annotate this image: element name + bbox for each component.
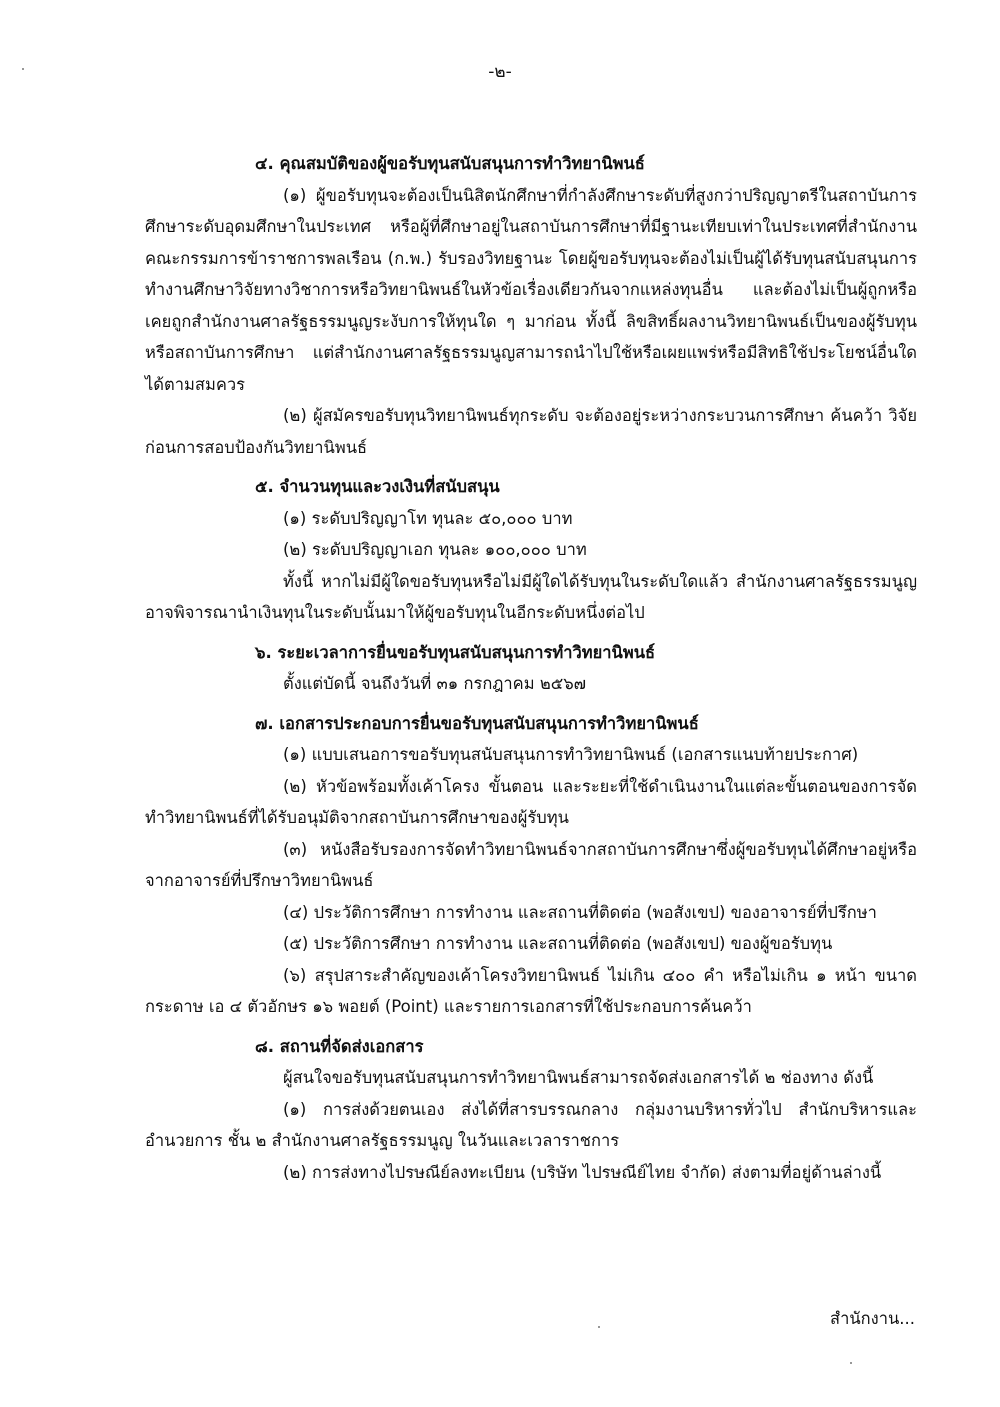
page-number: -๒-: [488, 62, 512, 82]
paragraph: ตั้งแต่บัดนี้ จนถึงวันที่ ๓๑ กรกฎาคม ๒๕๖๗: [283, 674, 587, 693]
document-body: [145, 148, 917, 1196]
section-5: [145, 471, 917, 629]
section-heading: ๘. สถานที่จัดส่งเอกสาร: [255, 1036, 424, 1056]
continuation-footer: สำนักงาน...: [830, 1309, 915, 1328]
paragraph: (๒) ผู้สมัครขอรับทุนวิทยานิพนธ์ทุกระดับ จะต้องอยู่ระหว่างกระบวนการศึกษา ค้นคว้า วิจัยก่อนการสอบป้องกันวิทยานิพนธ์: [145, 406, 917, 457]
section-6: [145, 637, 917, 700]
section-heading: ๖. ระยะเวลาการยื่นขอรับทุนสนับสนุนการทำวิทยานิพนธ์: [255, 642, 656, 662]
list-item: (๑) แบบเสนอการขอรับทุนสนับสนุนการทำวิทยานิพนธ์ (เอกสารแนบท้ายประกาศ): [283, 745, 859, 764]
list-item: (๓) หนังสือรับรองการจัดทำวิทยานิพนธ์จากสถาบันการศึกษาซึ่งผู้ขอรับทุนได้ศึกษาอยู่หรือจากอาจารย์ที่ปรึกษาวิทยานิพนธ์: [145, 839, 917, 890]
list-item: (๒) ระดับปริญญาเอก ทุนละ ๑๐๐,๐๐๐ บาท: [283, 540, 587, 559]
scan-speck: [598, 1326, 600, 1328]
list-item: (๖) สรุปสาระสำคัญของเค้าโครงวิทยานิพนธ์ ไม่เกิน ๔๐๐ คำ หรือไม่เกิน ๑ หน้า ขนาดกระดาษ เอ ๔ ตัวอักษร ๑๖ พอยต์ (Point) และรายการเอกสารที่ใช้ประกอบการค้นคว้า: [145, 965, 917, 1016]
list-item: (๕) ประวัติการศึกษา การทำงาน และสถานที่ติดต่อ (พอสังเขป) ของผู้ขอรับทุน: [283, 934, 833, 953]
paragraph: (๑) ผู้ขอรับทุนจะต้องเป็นนิสิตนักศึกษาที่กำลังศึกษาระดับที่สูงกว่าปริญญาตรีในสถาบันการศึกษาระดับอุดมศึกษาในประเทศ หรือผู้ที่ศึกษาอยู่ในสถาบันการศึกษาที่มีฐานะเทียบเท่าในประเทศที่สำนักงานคณะกรรมการข้าราชการพลเรือน (ก.พ.) รับรองวิทยฐานะ โดยผู้ขอรับทุนจะต้องไม่เป็นผู้ได้รับทุนสนับสนุนการทำงานศึกษาวิจัยทางวิชาการหรือวิทยานิพนธ์ในหัวข้อเรื่องเดียวกันจากแหล่งทุนอื่น และต้องไม่เป็นผู้ถูกหรือเคยถูกสำนักงานศาลรัฐธรรมนูญระงับการให้ทุนใด ๆ มาก่อน ทั้งนี้ ลิขสิทธิ์ผลงานวิทยานิพนธ์เป็นของผู้รับทุนหรือสถาบันการศึกษา แต่สำนักงานศาลรัฐธรรมนูญสามารถนำไปใช้หรือเผยแพร่หรือมีสิทธิใช้ประโยชน์อื่นใดได้ตามสมควร: [145, 185, 917, 394]
section-4: [145, 148, 917, 463]
paragraph: ทั้งนี้ หากไม่มีผู้ใดขอรับทุนหรือไม่มีผู้ใดได้รับทุนในระดับใดแล้ว สำนักงานศาลรัฐธรรมนูญอาจพิจารณานำเงินทุนในระดับนั้นมาให้ผู้ขอรับทุนในอีกระดับหนึ่งต่อไป: [145, 571, 917, 622]
section-7: [145, 708, 917, 1023]
scan-speck: [850, 1362, 852, 1364]
list-item: (๒) การส่งทางไปรษณีย์ลงทะเบียน (บริษัท ไปรษณีย์ไทย จำกัด) ส่งตามที่อยู่ด้านล่างนี้: [283, 1162, 882, 1182]
paragraph: ผู้สนใจขอรับทุนสนับสนุนการทำวิทยานิพนธ์สามารถจัดส่งเอกสารได้ ๒ ช่องทาง ดังนี้: [283, 1068, 874, 1087]
section-heading: ๔. คุณสมบัติของผู้ขอรับทุนสนับสนุนการทำวิทยานิพนธ์: [255, 154, 645, 173]
list-item: (๔) ประวัติการศึกษา การทำงาน และสถานที่ติดต่อ (พอสังเขป) ของอาจารย์ที่ปรึกษา: [283, 902, 877, 922]
section-heading: ๗. เอกสารประกอบการยื่นขอรับทุนสนับสนุนการทำวิทยานิพนธ์: [255, 713, 699, 733]
list-item: (๑) ระดับปริญญาโท ทุนละ ๕๐,๐๐๐ บาท: [283, 508, 573, 528]
list-item: (๒) หัวข้อพร้อมทั้งเค้าโครง ขั้นตอน และระยะที่ใช้ดำเนินงานในแต่ละขั้นตอนของการจัดทำวิทยานิพนธ์ที่ได้รับอนุมัติจากสถาบันการศึกษาของผู้รับทุน: [145, 776, 917, 827]
section-8: [145, 1031, 917, 1189]
section-heading: ๕. จำนวนทุนและวงเงินที่สนับสนุน: [255, 477, 500, 496]
list-item: (๑) การส่งด้วยตนเอง ส่งได้ที่สารบรรณกลาง กลุ่มงานบริหารทั่วไป สำนักบริหารและอำนวยการ ชั้น ๒ สำนักงานศาลรัฐธรรมนูญ ในวันและเวลาราชการ: [145, 1099, 917, 1150]
scan-speck: [22, 68, 24, 70]
